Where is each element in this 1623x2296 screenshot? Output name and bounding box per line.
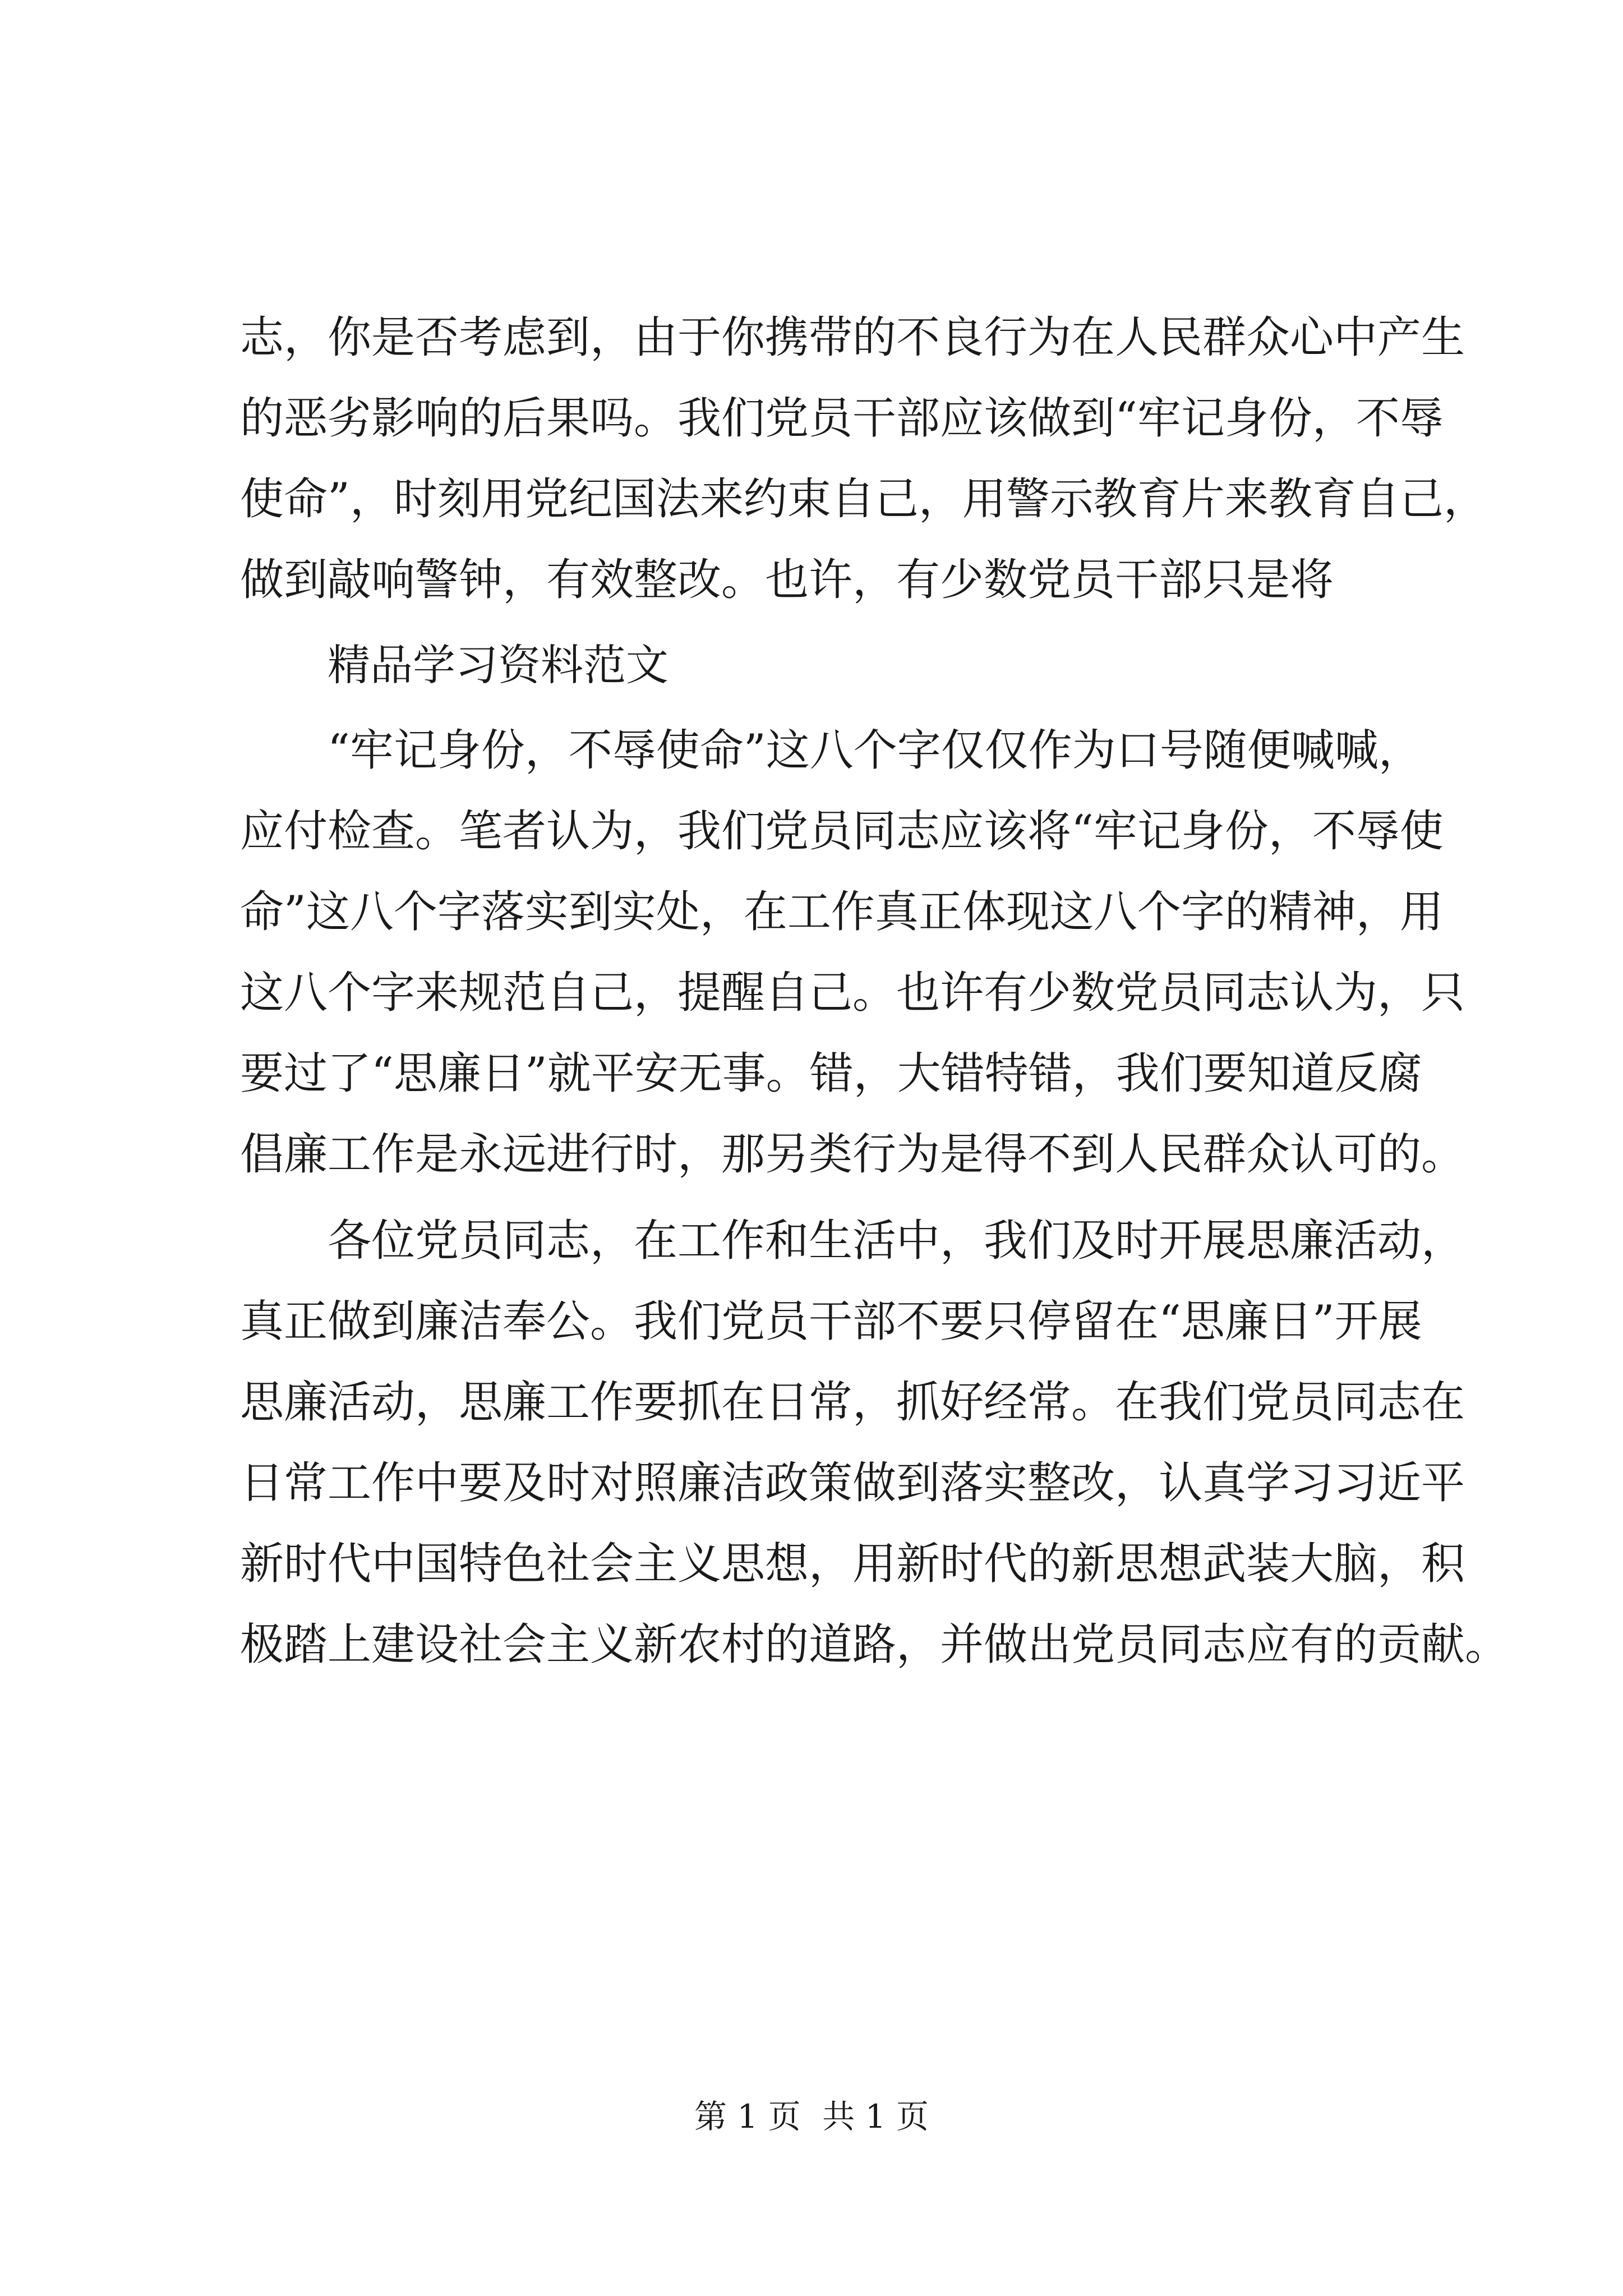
text-line: 做到敲响警钟，有效整改。也许，有少数党员干部只是将: [240, 555, 1334, 605]
text-line: 真正做到廉洁奉公。我们党员干部不要只停留在“思廉日”开展: [240, 1296, 1422, 1347]
document-body: [240, 297, 1509, 1685]
total-pages: 共 1 页: [822, 2097, 929, 2136]
paragraph-spacer: [240, 1195, 1418, 1200]
text-line: 这八个字来规范自己，提醒自己。也许有少数党员同志认为，只: [240, 968, 1465, 1018]
text-line: 使命”，时刻用党纪国法来约束自己，用警示教育片来教育自己，: [240, 474, 1487, 524]
text-line: 应付检查。笔者认为，我们党员同志应该将“牢记身份，不辱使: [240, 806, 1444, 857]
text-line: 思廉活动，思廉工作要抓在日常，抓好经常。在我们党员同志在: [240, 1377, 1465, 1428]
text-line: 极踏上建设社会主义新农村的道路，并做出党员同志应有的贡献。: [240, 1619, 1509, 1670]
page-footer: [0, 2097, 1623, 2136]
continued-paragraph: [240, 297, 1487, 620]
text-line: 各位党员同志，在工作和生活中，我们及时开展思廉活动，: [328, 1216, 1465, 1266]
text-line: 命”这八个字落实到实处，在工作真正体现这八个字的精神，用: [240, 887, 1444, 937]
text-line: “牢记身份，不辱使命”这八个字仅仅作为口号随便喊喊，: [328, 725, 1422, 776]
text-line: 要过了“思廉日”就平安无事。错，大错特错，我们要知道反腐: [240, 1048, 1422, 1099]
text-line: 志，你是否考虑到，由于你携带的不良行为在人民群众心中产生: [240, 312, 1465, 363]
text-line: 新时代中国特色社会主义思想，用新时代的新思想武装大脑，积: [240, 1539, 1465, 1589]
text-line: 的恶劣影响的后果吗。我们党员干部应该做到“牢记身份，不辱: [240, 393, 1444, 444]
page-number: 第 1 页: [694, 2097, 801, 2136]
text-line: 倡廉工作是永远进行时，那另类行为是得不到人民群众认可的。: [240, 1129, 1465, 1180]
paragraph-2: [240, 710, 1465, 1195]
text-line: 日常工作中要及时对照廉洁政策做到落实整改，认真学习习近平: [240, 1458, 1465, 1508]
paragraph-3: [240, 1200, 1509, 1685]
section-heading: 精品学习资料范文: [328, 640, 668, 690]
